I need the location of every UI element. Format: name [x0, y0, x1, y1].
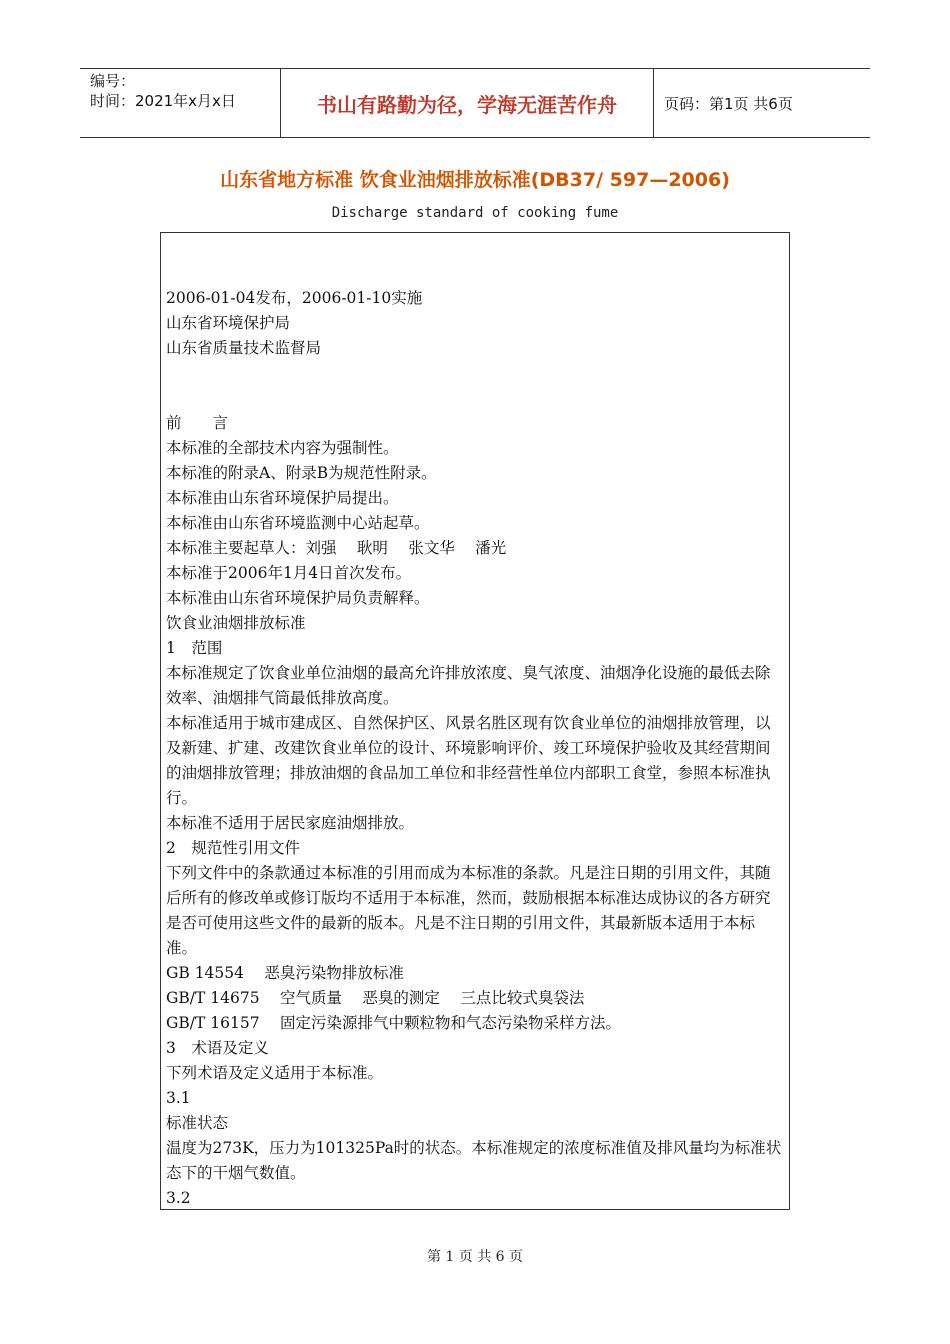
subsection-number: 3.1: [166, 1089, 191, 1107]
foreword-line: 本标准由山东省环境监测中心站起草。: [166, 514, 430, 532]
section-2-heading: 2 规范性引用文件: [166, 839, 300, 857]
page-footer: 第 1 页 共 6 页: [426, 1249, 524, 1265]
header-motto: 书山有路勤为径，学海无涯苦作舟: [281, 69, 654, 137]
section-1-paragraph: 本标准规定了饮食业单位油烟的最高允许排放浓度、臭气浓度、油烟净化设施的最低去除效率、油烟排气筒最低排放高度。: [166, 664, 771, 707]
section-1-paragraph: 本标准不适用于居民家庭油烟排放。: [166, 814, 415, 832]
issuer-2: 山东省质量技术监督局: [166, 339, 322, 357]
foreword-line: 本标准的全部技术内容为强制性。: [166, 439, 399, 457]
subsection-number: 3.2: [166, 1189, 191, 1207]
reference-item: GB 14554 恶臭污染物排放标准: [166, 964, 404, 982]
term-definition: 温度为273K，压力为101325Pa时的状态。本标准规定的浓度标准值及排风量均为标准状态下的干烟气数值。: [166, 1139, 782, 1182]
foreword-line: 本标准由山东省环境保护局提出。: [166, 489, 399, 507]
document-subtitle: Discharge standard of cooking fume: [331, 205, 619, 221]
number-label: 编号：: [90, 72, 136, 90]
foreword-line: 本标准的附录A、附录B为规范性附录。: [166, 464, 437, 482]
header-page-info: 页码：第1页 共6页: [664, 94, 793, 113]
term-name: 标准状态: [166, 1114, 229, 1132]
reference-item: GB/T 14675 空气质量 恶臭的测定 三点比较式臭袋法: [166, 989, 585, 1007]
section-1-heading: 1 范围: [166, 639, 223, 657]
time-label: 时间：2021年x月x日: [90, 92, 236, 110]
section-1-paragraph: 本标准适用于城市建成区、自然保护区、风景名胜区现有饮食业单位的油烟排放管理，以及新建、扩建、改建饮食业单位的设计、环境影响评价、竣工环境保护验收及其经营期间的油烟排放管理；排放油烟的食品加工单位和非经营性单位内部职工食堂，参照本标准执行。: [166, 714, 771, 807]
section-2-paragraph: 下列文件中的条款通过本标准的引用而成为本标准的条款。凡是注日期的引用文件，其随后所有的修改单或修订版均不适用于本标准，然而，鼓励根据本标准达成协议的各方研究是否可使用这些文件的最新的版本。凡是不注日期的引用文件，其最新版本适用于本标准。: [166, 864, 771, 957]
section-3-heading: 3 术语及定义: [166, 1039, 269, 1057]
standard-name: 饮食业油烟排放标准: [166, 614, 306, 632]
header-meta-cell: [80, 69, 281, 137]
release-info: 2006-01-04发布，2006-01-10实施: [166, 289, 423, 307]
document-body: [166, 286, 782, 1211]
issuer-1: 山东省环境保护局: [166, 314, 291, 332]
foreword-line: 本标准主要起草人：刘强 耿明 张文华 潘光: [166, 539, 507, 557]
foreword-line: 本标准由山东省环境保护局负责解释。: [166, 589, 430, 607]
header-table: [80, 68, 870, 138]
reference-item: GB/T 16157 固定污染源排气中颗粒物和气态污染物采样方法。: [166, 1014, 621, 1032]
foreword-line: 本标准于2006年1月4日首次发布。: [166, 564, 412, 582]
document-title: 山东省地方标准 饮食业油烟排放标准(DB37/ 597—2006): [220, 169, 730, 191]
foreword-heading: 前 言: [166, 414, 229, 432]
section-3-paragraph: 下列术语及定义适用于本标准。: [166, 1064, 384, 1082]
